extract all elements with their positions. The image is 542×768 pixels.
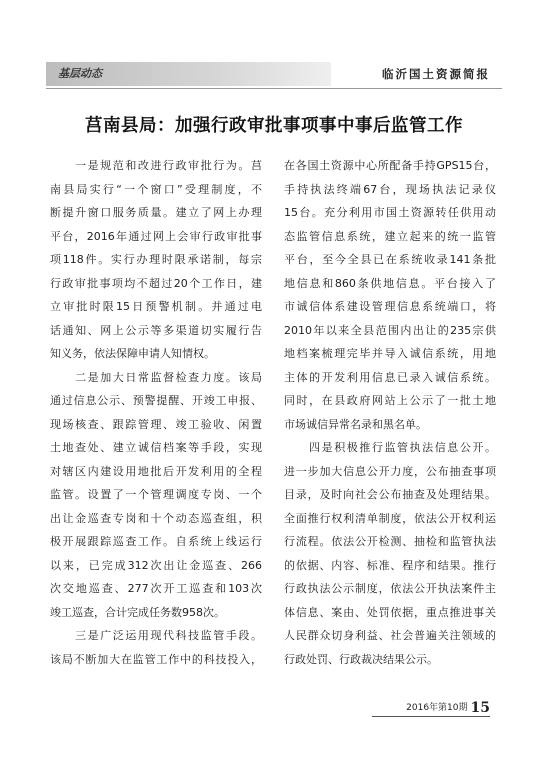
text-line: 市诚信体系建设管理信息系统端口，将 [284, 300, 496, 313]
page-number: 15 [470, 700, 490, 716]
text-line: 人民群众切身利益、社会普遍关注领域的 [284, 629, 496, 642]
text-line: 行政审批事项均不超过20个工作日，建 [50, 276, 262, 290]
text-line: 项118件。实行办理时限承诺制，每宗 [50, 253, 262, 266]
text-line: 出让金巡查专岗和十个动态巡查组，积 [50, 511, 262, 525]
text-line: 三是广泛运用现代科技监管手段。 [50, 629, 262, 642]
text-line: 现场核查、跟踪管理、竣工验收、闲置 [50, 417, 262, 431]
text-line: 次交地巡查、277次开工巡查和103次 [50, 582, 262, 595]
header-divider [46, 88, 502, 89]
text-line: 地档案梳理完毕并导入诚信系统，用地 [284, 347, 496, 360]
section-label: 基层动态 [46, 62, 331, 86]
footer-divider [372, 716, 490, 717]
text-line: 全面推行权利清单制度，依法公开权利运 [284, 511, 496, 525]
text-line: 进一步加大信息公开力度，公布抽查事项 [284, 464, 496, 478]
text-line: 平台，至今全县已在系统收录141条批 [284, 253, 496, 266]
text-line: 地信息和860条供地信息。平台接入了 [284, 276, 496, 290]
text-line: 监管。设置了一个管理调度专岗、一个 [50, 488, 262, 501]
text-line: 四是积极推行监管执法信息公开。 [284, 441, 496, 454]
page-header [46, 62, 502, 86]
article-title: 莒南县局：加强行政审批事项事中事后监管工作 [85, 116, 463, 136]
issue-label: 2016年第10期 [406, 703, 468, 713]
text-line: 竣工巡查，合计完成任务数958次。 [50, 605, 225, 619]
text-line: 行政执法公示制度，依法公开执法案件主 [284, 582, 496, 595]
text-line: 行流程。依法公开检测、抽检和监管执法 [284, 535, 496, 548]
text-line: 立审批时限15日预警机制。并通过电 [50, 300, 262, 313]
text-line: 的依据、内容、标准、程序和结果。推行 [284, 558, 496, 572]
text-line: 15台。充分利用市国土资源转任供用动 [284, 206, 496, 219]
text-line: 南县局实行“一个窗口”受理制度，不 [50, 182, 262, 196]
page-footer [406, 700, 490, 716]
text-line: 同时，在县政府网站上公示了一批土地 [284, 394, 496, 407]
text-line: 态监管信息系统，建立起来的统一监管 [284, 229, 496, 243]
text-line: 在各国土资源中心所配备手持GPS15台， [284, 159, 496, 172]
text-line: 土地查处、建立诚信档案等手段，实现 [50, 441, 262, 454]
text-line: 二是加大日常监督检查力度。该局 [50, 370, 262, 384]
text-line: 话通知、网上公示等多渠道切实履行告 [50, 323, 262, 337]
text-line: 目录，及时向社会公布抽查及处理结果。 [284, 488, 496, 501]
text-line: 平台，2016年通过网上会审行政审批事 [50, 229, 262, 243]
text-line: 断提升窗口服务质量。建立了网上办理 [50, 206, 262, 219]
text-line: 对辖区内建设用地批后开发利用的全程 [50, 464, 262, 478]
text-line: 以来，已完成312次出让金巡查、266 [50, 558, 262, 572]
text-line: 极开展跟踪巡查工作。自系统上线运行 [50, 535, 262, 548]
text-line: 主体的开发利用信息已录入诚信系统。 [284, 370, 496, 384]
right-column [284, 154, 496, 671]
text-line: 该局不断加大在监管工作中的科技投入， [50, 652, 262, 666]
journal-name: 临沂国土资源简报 [382, 67, 490, 81]
text-line: 知义务，依法保障申请人知情权。 [50, 347, 215, 360]
text-line: 手持执法终端67台，现场执法记录仪 [284, 182, 496, 196]
text-line: 体信息、案由、处罚依据，重点推进事关 [284, 605, 496, 619]
text-line: 2010年以来全县范围内出让的235宗供 [284, 323, 496, 337]
left-column [50, 154, 262, 671]
text-line: 通过信息公示、预警提醒、开竣工申报、 [50, 394, 262, 407]
text-line: 市场诚信异常名录和黑名单。 [284, 417, 427, 431]
text-line: 一是规范和改进行政审批行为。莒 [50, 159, 262, 172]
text-line: 行政处罚、行政裁决结果公示。 [284, 652, 438, 666]
